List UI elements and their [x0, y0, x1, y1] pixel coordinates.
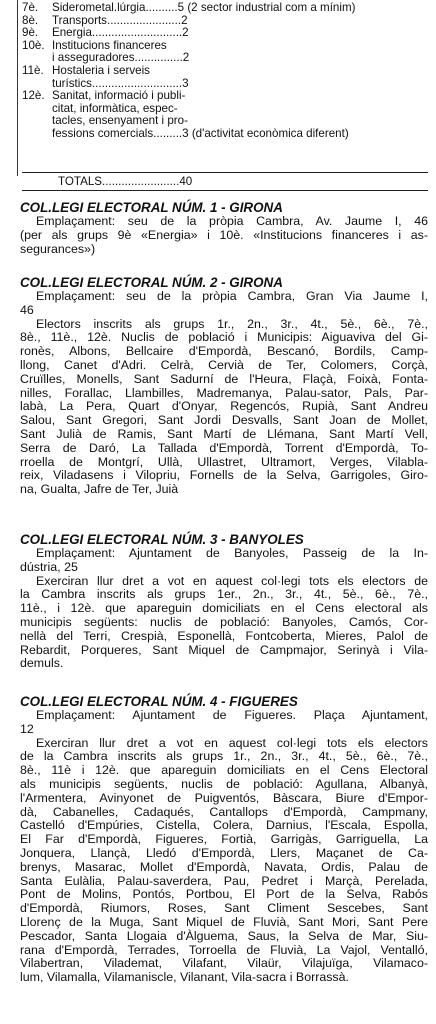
group-text — [52, 65, 432, 90]
text-line: Emplaçament: Ajuntament de Banyoles, Passeig de la In- — [36, 546, 428, 560]
text-line: 12 — [20, 721, 34, 736]
paragraph — [20, 575, 428, 672]
group-number: 11è. — [22, 63, 44, 77]
group-number: 7è. — [22, 1, 39, 14]
text-line: 8è., 11è., 12è. Nuclis de població i Municipis: Aiguaviva del Gi- — [20, 330, 428, 345]
section-title: COL.LEGI ELECTORAL NÚM. 4 - FIGUERES — [20, 694, 298, 709]
group-text — [52, 2, 432, 15]
section-title: COL.LEGI ELECTORAL NÚM. 1 - GIRONA — [20, 200, 283, 215]
text-line: 8è., 11è i 12è. que apareguin domiciliats en el Cens Electoral — [20, 763, 428, 778]
text-line: Emplaçament: Ajuntament de Figueres. Plaça Ajuntament, — [36, 708, 428, 722]
group-item — [22, 2, 432, 15]
section-3 — [20, 532, 428, 671]
group-number: 12è. — [22, 89, 45, 103]
text-line: reix, Viladasens i Vilopriu, Fornells de la Selva, Garrigoles, Giro- — [20, 468, 428, 483]
text-line: l'Armentera, Avinyonet de Puigventós, Bàscara, Biure d'Empor- — [20, 790, 428, 805]
text-line: Jonquera, Llançà, Lledó d'Empordà, Llers, Maçanet de Ca- — [20, 845, 428, 860]
group-item — [22, 65, 432, 90]
text-line: de la Cambra inscrits als grups 1r., 2n., 3r., 4t., 5è., 6è., 7è., — [20, 749, 428, 764]
text-line: llong, Canet d'Adri. Celrà, Cervià de Ter, Colomers, Corçà, — [20, 357, 428, 372]
text-line: Electors inscrits als grups 1r., 2n., 3r., 4t., 5è., 6è., 7è., — [36, 316, 428, 331]
text-line: Sant Julià de Ramis, Sant Martí de Llémana, Sant Martí Vell, — [20, 426, 428, 441]
paragraph — [20, 318, 428, 497]
text-line: Serra de Daró, La Tallada d'Empordà, Torrent d'Empordà, To- — [20, 440, 428, 455]
section-body — [20, 290, 428, 497]
text-line: als municipis següents, nuclis de població: Agullana, Albanyà, — [20, 776, 428, 791]
group-line: Sanitat, informació i publi- — [52, 89, 186, 103]
text-line: Pescador, Santa Llogaia d'Àlguema, Saus, la Selva de Mar, Siu- — [20, 928, 428, 943]
text-line: rroella de Montgrí, Ullà, Ullastret, Ultramort, Verges, Vilabla- — [20, 454, 428, 469]
section-1 — [20, 200, 428, 256]
group-item — [22, 27, 432, 40]
group-number: 9è. — [22, 26, 39, 40]
section-title: COL.LEGI ELECTORAL NÚM. 2 - GIRONA — [20, 275, 283, 290]
group-number: 8è. — [22, 13, 39, 27]
text-line: brenys, Masarac, Mollet d'Empordà, Navata, Ordis, Palau de — [20, 859, 428, 874]
group-line: Institucions financeres — [52, 38, 167, 52]
totals-rule-bottom — [22, 190, 428, 191]
text-line: dústria, 25 — [20, 559, 78, 574]
group-line: Hostaleria i serveis — [52, 63, 150, 77]
text-line: la Cambra inscrits als grups 1er., 2n., 3r., 4t., 5è., 6è., 7è., — [20, 587, 428, 602]
text-line: d'Empordà, Riumors, Roses, Sant Climent Sescebes, Sant — [20, 901, 428, 916]
text-line: municipis següents: nuclis de població: Banyoles, Camós, Cor- — [20, 614, 428, 629]
section-body — [20, 215, 428, 256]
text-line: segurances») — [20, 241, 96, 256]
text-line: Salou, Sant Gregori, Sant Jordi Desvalls, Sant Joan de Mollet, — [20, 413, 428, 428]
group-line: turístics............................3 — [52, 76, 189, 90]
paragraph — [20, 547, 428, 575]
text-line: demuls. — [20, 656, 64, 671]
section-2 — [20, 275, 428, 497]
paragraph — [20, 215, 428, 256]
group-line: fessions comercials.........3 (d'activitat econòmica diferent) — [52, 126, 349, 140]
text-line: dà, Cabanelles, Cadaqués, Cantallops d'Empordà, Campmany, — [20, 804, 428, 819]
text-line: Emplaçament: seu de la pròpia Cambra, Av. Jaume I, 46 — [36, 214, 428, 228]
paragraph — [20, 290, 428, 318]
totals-line: TOTALS........................40 — [58, 175, 193, 188]
group-line: i asseguradores...............2 — [52, 51, 190, 65]
group-line: citat, informàtica, espec- — [52, 101, 178, 115]
text-line: nellà del Terri, Crespià, Esponellà, Fontcoberta, Mieres, Palol de — [20, 628, 428, 643]
text-line: rana d'Empordà, Terrades, Torroella de Fluvià, La Vajol, Ventalló, — [20, 942, 428, 957]
group-text — [52, 90, 432, 140]
text-line: Rebardit, Porqueres, Sant Miquel de Campmajor, Serinyà i Vila- — [20, 642, 428, 657]
text-line: Emplaçament: seu de la pròpia Cambra, Gran Via Jaume I, — [36, 289, 428, 303]
text-line: (per als grups 9è «Energia» i 10è. «Institucions financeres i as- — [20, 227, 428, 242]
text-line: Llorenç de la Muga, Sant Miquel de Fluvià, Sant Mori, Sant Pere — [20, 914, 428, 929]
text-line: Pont de Molins, Pontós, Portbou, El Port de la Selva, Rabós — [20, 887, 428, 902]
group-item — [22, 90, 432, 140]
text-line: labà, La Pera, Quart d'Onyar, Regencós, Rupià, Sant Andreu — [20, 399, 428, 414]
group-item — [22, 40, 432, 65]
text-line: ronès, Albons, Bellcaire d'Empordà, Bescanó, Bordils, Camp- — [20, 344, 428, 359]
text-line: nilles, Forallac, Llambilles, Madremanya, Palau-sator, Pals, Par- — [20, 385, 428, 400]
group-number: 10è. — [22, 38, 45, 52]
section-4 — [20, 694, 428, 985]
section-body — [20, 547, 428, 671]
text-line: Cruïlles, Monells, Sant Sadurní de l'Heura, Flaçà, Foixà, Fonta- — [20, 371, 428, 386]
group-list — [22, 2, 432, 141]
text-line: Exerciran llur dret a vot en aquest col·legi tots els electors — [36, 735, 428, 750]
text-line: Castelló d'Empúries, Cistella, Colera, Darnius, l'Escala, Espolla, — [20, 818, 428, 833]
group-text — [52, 40, 432, 65]
text-line: 11è., i 12è. que apareguin domiciliats en el Cens electoral als — [20, 601, 428, 616]
paragraph — [20, 709, 428, 737]
text-line: 46 — [20, 302, 34, 317]
left-rule — [17, 0, 18, 176]
paragraph — [20, 737, 428, 985]
group-line: Energia............................2 — [52, 26, 189, 40]
group-line: Transports.......................2 — [52, 13, 188, 27]
group-line: Siderometal.lúrgia..........5 (2 sector industrial com a mínim) — [52, 1, 356, 14]
text-line: lum, Vilamalla, Vilamaniscle, Vilanant, Vila-sacra i Borrassà. — [20, 970, 349, 985]
text-line: Vilabertran, Vilademat, Vilafant, Vilaür, Vilajuïga, Vilamaco- — [20, 956, 428, 971]
totals-rule-top — [22, 172, 428, 173]
section-title: COL.LEGI ELECTORAL NÚM. 3 - BANYOLES — [20, 532, 304, 547]
group-line: tacles, ensenyament i pro- — [52, 114, 188, 128]
section-body — [20, 709, 428, 985]
text-line: Exerciran llur dret a vot en aquest col·legi tots els electors de — [36, 573, 428, 588]
group-text — [52, 27, 432, 40]
text-line: Santa Eulàlia, Palau-saverdera, Pau, Pedret i Marçà, Perelada, — [20, 873, 428, 888]
text-line: na, Gualta, Jafre de Ter, Juià — [20, 482, 179, 497]
text-line: El Far d'Empordà, Figueres, Fortià, Garrigàs, Garriguella, La — [20, 832, 428, 847]
